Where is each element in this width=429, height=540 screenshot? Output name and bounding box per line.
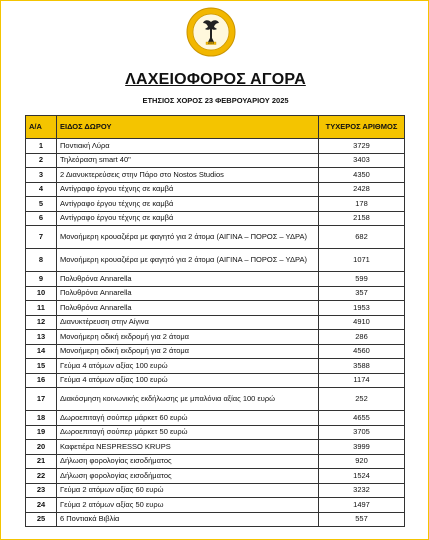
row-aa: 22 [26, 469, 57, 484]
row-item: Τηλεόραση smart 40" [57, 153, 319, 168]
row-aa: 18 [26, 411, 57, 426]
row-aa: 24 [26, 498, 57, 513]
row-number: 4655 [319, 411, 405, 426]
row-aa: 5 [26, 197, 57, 212]
prize-table [25, 115, 405, 527]
table-row [26, 388, 405, 411]
table-row [26, 344, 405, 359]
table-row [26, 411, 405, 426]
row-item: Διανυκτέρευση στην Αίγινα [57, 315, 319, 330]
row-aa: 20 [26, 440, 57, 455]
table-row [26, 469, 405, 484]
header-aa: Α/Α [26, 116, 57, 139]
table-row [26, 330, 405, 345]
row-number: 599 [319, 272, 405, 287]
row-aa: 11 [26, 301, 57, 316]
row-number: 1497 [319, 498, 405, 513]
row-number: 2158 [319, 211, 405, 226]
row-item: Δήλωση φορολογίας εισοδήματος [57, 454, 319, 469]
table-row [26, 197, 405, 212]
table-row [26, 454, 405, 469]
row-number: 3729 [319, 139, 405, 154]
row-item: Μονοήμερη κρουαζιέρα με φαγητό για 2 άτομα (ΑΙΓΙΝΑ – ΠΟΡΟΣ – ΥΔΡΑ) [57, 226, 319, 249]
row-number: 4350 [319, 168, 405, 183]
page-title: ΛΑΧΕΙΟΦΟΡΟΣ ΑΓΟΡΑ [125, 71, 306, 88]
row-number: 1071 [319, 249, 405, 272]
table-row [26, 249, 405, 272]
header-number: ΤΥΧΕΡΟΣ ΑΡΙΘΜΟΣ [319, 116, 405, 139]
row-number: 3588 [319, 359, 405, 374]
row-aa: 10 [26, 286, 57, 301]
table-row [26, 315, 405, 330]
row-item: Γεύμα 2 ατόμων αξίας 50 ευρω [57, 498, 319, 513]
row-number: 286 [319, 330, 405, 345]
row-aa: 15 [26, 359, 57, 374]
row-number: 3999 [319, 440, 405, 455]
svg-text:2003: 2003 [207, 42, 215, 45]
row-number: 252 [319, 388, 405, 411]
table-row [26, 272, 405, 287]
row-aa: 14 [26, 344, 57, 359]
row-item: Δωροεπιταγή σούπερ μάρκετ 60 ευρώ [57, 411, 319, 426]
row-aa: 12 [26, 315, 57, 330]
header-item: ΕΙΔΟΣ ΔΩΡΟΥ [57, 116, 319, 139]
row-item: Δήλωση φορολογίας εισοδήματος [57, 469, 319, 484]
row-aa: 2 [26, 153, 57, 168]
row-aa: 19 [26, 425, 57, 440]
row-aa: 25 [26, 512, 57, 527]
page-subtitle: ΕΤΗΣΙΟΣ ΧΟΡΟΣ 23 ΦΕΒΡΟΥΑΡΙΟΥ 2025 [142, 96, 289, 105]
row-number: 4560 [319, 344, 405, 359]
row-aa: 4 [26, 182, 57, 197]
row-number: 3403 [319, 153, 405, 168]
row-number: 178 [319, 197, 405, 212]
table-row [26, 425, 405, 440]
row-item: Δωροεπιταγή σούπερ μάρκετ 50 ευρώ [57, 425, 319, 440]
table-row [26, 359, 405, 374]
row-aa: 1 [26, 139, 57, 154]
row-aa: 13 [26, 330, 57, 345]
row-item: Διακόσμηση κοινωνικής εκδήλωσης με μπαλόνια αξίας 100 ευρώ [57, 388, 319, 411]
row-aa: 9 [26, 272, 57, 287]
row-item: Γεύμα 4 ατόμων αξίας 100 ευρώ [57, 373, 319, 388]
row-aa: 6 [26, 211, 57, 226]
table-header-row [26, 116, 405, 139]
row-item: Αντίγραφο έργου τέχνης σε καμβά [57, 197, 319, 212]
row-item: Αντίγραφο έργου τέχνης σε καμβά [57, 182, 319, 197]
table-row [26, 168, 405, 183]
row-item: Γεύμα 4 ατόμων αξίας 100 ευρώ [57, 359, 319, 374]
table-row [26, 182, 405, 197]
row-item: Καφετιέρα NESPRESSO KRUPS [57, 440, 319, 455]
table-row [26, 211, 405, 226]
row-item: 6 Ποντιακά Βιβλία [57, 512, 319, 527]
row-number: 4910 [319, 315, 405, 330]
table-row [26, 226, 405, 249]
row-aa: 17 [26, 388, 57, 411]
row-item: Πολυθρόνα Annarella [57, 272, 319, 287]
table-row [26, 483, 405, 498]
club-logo [186, 7, 236, 57]
table-row [26, 139, 405, 154]
row-number: 557 [319, 512, 405, 527]
table-row [26, 153, 405, 168]
row-item: Πολυθρόνα Annarella [57, 301, 319, 316]
row-item: Πολυθρόνα Annarella [57, 286, 319, 301]
row-item: Ποντιακή Λύρα [57, 139, 319, 154]
row-number: 682 [319, 226, 405, 249]
table-row [26, 373, 405, 388]
row-number: 1524 [319, 469, 405, 484]
row-aa: 23 [26, 483, 57, 498]
row-aa: 21 [26, 454, 57, 469]
table-row [26, 498, 405, 513]
row-number: 1174 [319, 373, 405, 388]
row-item: Μονοήμερη οδική εκδρομή για 2 άτομα [57, 344, 319, 359]
row-number: 2428 [319, 182, 405, 197]
table-row [26, 286, 405, 301]
row-item: 2 Διανυκτερεύσεις στην Πάρο στο Nostos Studios [57, 168, 319, 183]
table-row [26, 512, 405, 527]
row-number: 920 [319, 454, 405, 469]
row-number: 1953 [319, 301, 405, 316]
table-row [26, 440, 405, 455]
row-number: 3705 [319, 425, 405, 440]
row-number: 357 [319, 286, 405, 301]
row-aa: 3 [26, 168, 57, 183]
row-aa: 16 [26, 373, 57, 388]
row-item: Μονοήμερη κρουαζιέρα με φαγητό για 2 άτομα (ΑΙΓΙΝΑ – ΠΟΡΟΣ – ΥΔΡΑ) [57, 249, 319, 272]
table-row [26, 301, 405, 316]
row-aa: 7 [26, 226, 57, 249]
row-item: Αντίγραφο έργου τέχνης σε καμβά [57, 211, 319, 226]
row-aa: 8 [26, 249, 57, 272]
row-item: Γεύμα 2 ατόμων αξίας 60 ευρώ [57, 483, 319, 498]
row-item: Μονοήμερη οδική εκδρομή για 2 άτομα [57, 330, 319, 345]
row-number: 3232 [319, 483, 405, 498]
